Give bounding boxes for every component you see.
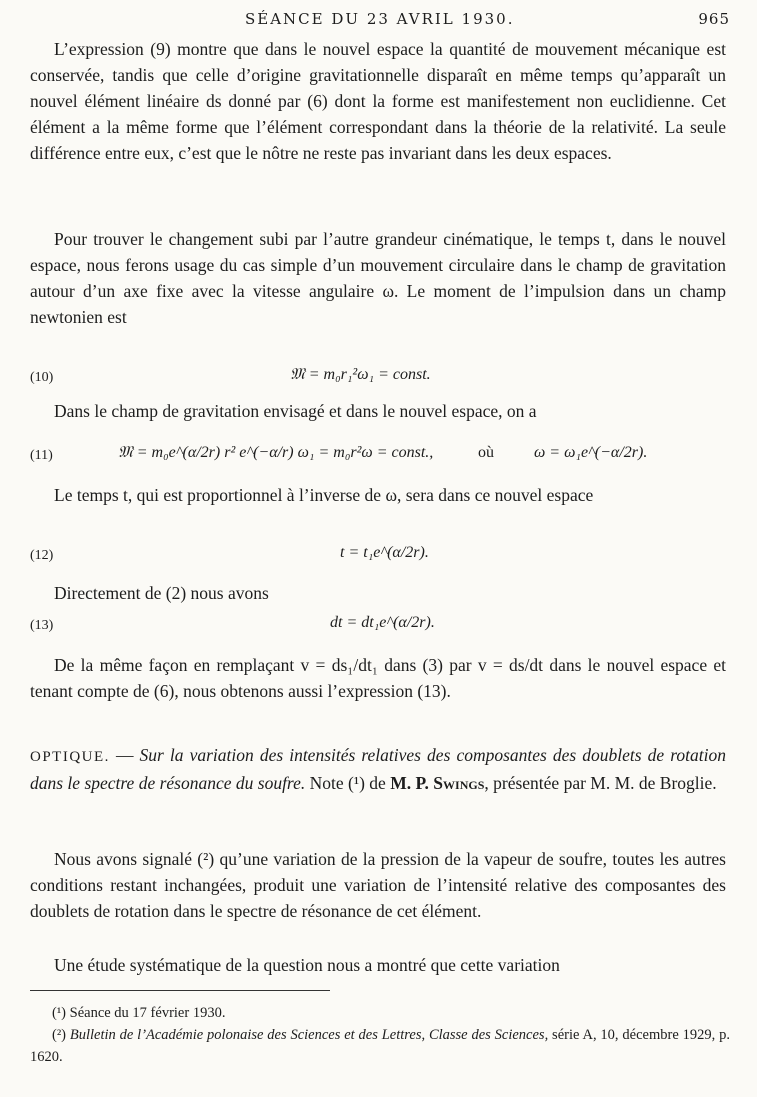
footnote-rule (30, 990, 330, 991)
equation-formula: 𝔐 = m₀e^(α/2r) r² e^(−α/r) ω₁ = m₀r²ω = const., (118, 444, 434, 461)
note-heading: OPTIQUE. — Sur la variation des intensités relatives des composantes des doublets de rotation dans le spectre de résonance du soufre. Note (¹) de M. P. Swings, présentée par M. M. de Broglie. (30, 745, 726, 793)
running-head (30, 10, 730, 32)
equation-10 (30, 366, 726, 392)
paragraph-temps-t: Le temps t, qui est proportionnel à l’inverse de ω, sera dans ce nouvel espace (54, 485, 594, 505)
paragraph-meme-facon: De la même façon en remplaçant v = ds₁/dt₁ dans (3) par v = ds/dt dans le nouvel espace et tenant compte de (6), nous obtenons aussi l’expression (13). (30, 655, 726, 701)
footnote-1: (¹) Séance du 17 février 1930. (52, 1005, 226, 1021)
paragraph-nous-avons: Nous avons signalé (²) qu’une variation de la pression de la vapeur de soufre, toutes les autres conditions restant inchangées, produit une variation de l’intensité relative des composantes des doublets de rotation dans le spectre de résonance de cet élément. (30, 849, 726, 921)
running-title: SÉANCE DU 23 AVRIL 1930. (245, 10, 515, 28)
paragraph-expression-9: L’expression (9) montre que dans le nouvel espace la quantité de mouvement mécanique est conservée, tandis que celle d’origine gravitationnelle disparaît en même temps qu’apparaît un nouvel élément linéaire ds donné par (6) dont la forme est manifestement non euclidienne. Cet élément a la même forme que l’élément correspondant dans la théorie de la relativité. La seule différence entre eux, c’est que le nôtre ne reste pas invariant dans les deux espaces. (30, 39, 726, 163)
equation-number: (11) (30, 448, 53, 463)
equation-number: (13) (30, 618, 54, 633)
paragraph-etude: Une étude systématique de la question nous a montré que cette variation (54, 955, 560, 975)
equation-12 (30, 544, 726, 570)
equation-13 (30, 614, 726, 640)
equation-11 (30, 444, 726, 470)
note-title: Sur la variation des intensités relatives des composantes des doublets de rotation dans le spectre de résonance du soufre. (30, 745, 726, 793)
equation-formula: 𝔐 = m₀r₁²ω₁ = const. (290, 366, 431, 383)
note-author: M. P. Swings (390, 773, 485, 793)
equation-number: (10) (30, 370, 54, 385)
equation-connector: où (478, 444, 494, 461)
equation-number: (12) (30, 548, 54, 563)
paragraph-champ: Dans le champ de gravitation envisagé et dans le nouvel espace, on a (54, 401, 537, 421)
equation-aside: ω = ω₁e^(−α/2r). (534, 444, 648, 461)
footnote-2: (²) Bulletin de l’Académie polonaise des Sciences et des Lettres, Classe des Sciences, série A, 10, décembre 1929, p. 1620. (30, 1027, 730, 1065)
section-label: OPTIQUE. (30, 749, 110, 765)
page-number: 965 (698, 10, 730, 28)
equation-formula: t = t₁e^(α/2r). (340, 544, 429, 561)
paragraph-temps: Pour trouver le changement subi par l’autre grandeur cinématique, le temps t, dans le nouvel espace, nous ferons usage du cas simple d’un mouvement circulaire dans le champ de gravitation autour d’un axe fixe avec la vitesse angulaire ω. Le moment de l’impulsion dans un champ newtonien est (30, 229, 726, 327)
equation-formula: dt = dt₁e^(α/2r). (330, 614, 435, 631)
paragraph-directement: Directement de (2) nous avons (54, 583, 269, 603)
